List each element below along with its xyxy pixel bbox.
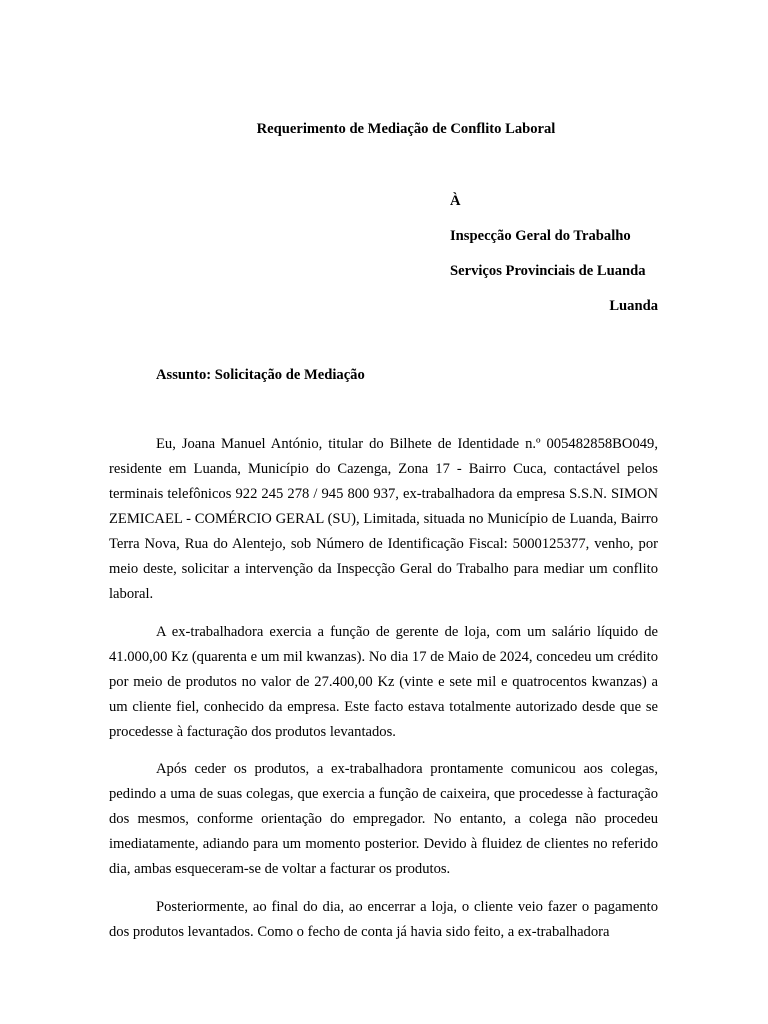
paragraph-2: A ex-trabalhadora exercia a função de gerente de loja, com um salário líquido de 41.000,00 Kz (quarenta e um mil kwanzas). No dia 17 de Maio de 2024, concedeu um crédito por meio de produtos no valor de 27.400,00 Kz (vinte e sete mil e quatrocentos kwanzas) a um cliente fiel, conhecido da empresa. Este facto estava totalmente autorizado desde que se procedesse à facturação dos produtos levantados. [109, 623, 658, 740]
paragraph-1: Eu, Joana Manuel António, titular do Bilhete de Identidade n.º 005482858BO049, residente em Luanda, Município do Cazenga, Zona 17 - Bairro Cuca, contactável pelos terminais telefônicos 922 245 278 / 945 800 937, ex-trabalhadora da empresa S.S.N. SIMON ZEMICAEL - COMÉRCIO GERAL (SU), Limitada, situada no Município de Luanda, Bairro Terra Nova, Rua do Alentejo, sob Número de Identificação Fiscal: 5000125377, venho, por meio deste, solicitar a intervenção da Inspecção Geral do Trabalho para mediar um conflito laboral. [109, 436, 658, 602]
document-title: Requerimento de Mediação de Conflito Laboral [256, 121, 556, 137]
recipient-line-3: Luanda [609, 298, 658, 314]
recipient-line-1: Inspecção Geral do Trabalho [450, 228, 631, 244]
recipient-line-2: Serviços Provinciais de Luanda [450, 263, 646, 279]
subject-line: Assunto: Solicitação de Mediação [156, 367, 365, 383]
recipient-to: À [450, 193, 461, 209]
paragraph-4: Posteriormente, ao final do dia, ao encerrar a loja, o cliente veio fazer o pagamento dos produtos levantados. Como o fecho de conta já havia sido feito, a ex-trabalhadora [109, 898, 658, 940]
paragraph-3: Após ceder os produtos, a ex-trabalhadora prontamente comunicou aos colegas, pedindo a uma de suas colegas, que exercia a função de caixeira, que procedesse à facturação dos mesmos, conforme orientação do empregador. No entanto, a colega não procedeu imediatamente, adiando para um momento posterior. Devido à fluidez de clientes no referido dia, ambas esqueceram-se de voltar a facturar os produtos. [109, 761, 658, 877]
document-body [109, 432, 658, 957]
